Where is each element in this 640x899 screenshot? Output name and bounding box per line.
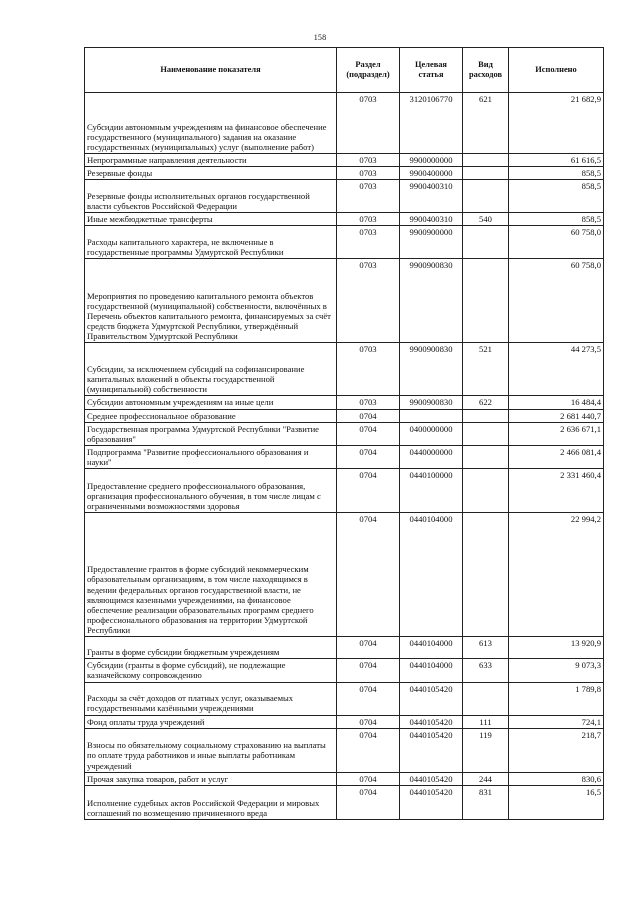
table-row	[85, 409, 604, 422]
row-name: Подпрограмма "Развитие профессионального образования и науки"	[85, 445, 337, 468]
row-name: Мероприятия по проведению капитального ремонта объектов государственной (муниципальной) собственности, включённых в Перечень объектов капитального ремонта, финансируемых за счёт средств бюджета Удмуртской Республики, утверждённый Правительством Удмуртской Республики	[85, 259, 337, 343]
budget-table	[84, 47, 604, 820]
table-row	[85, 226, 604, 259]
row-name: Субсидии автономным учреждениям на иные цели	[85, 396, 337, 409]
header-expense: Вид расходов	[463, 48, 509, 93]
row-section: 0703	[337, 154, 400, 167]
row-section: 0704	[337, 682, 400, 715]
row-expense: 119	[463, 728, 509, 772]
row-executed: 61 616,5	[509, 154, 604, 167]
row-target: 9900400000	[400, 167, 463, 180]
row-expense: 831	[463, 785, 509, 819]
table-row	[85, 715, 604, 728]
row-expense: 613	[463, 637, 509, 659]
row-name: Предоставление грантов в форме субсидий некоммерческим образовательным организациям, в том числе находящимся в ведении федеральных органов государственной власти, не являющимся казенными учреждениями, на финансовое обеспечение реализации образовательных программ среднего профессионального образования на территории Удмуртской Республики	[85, 513, 337, 637]
row-section: 0704	[337, 513, 400, 637]
row-name: Расходы капитального характера, не включенные в государственные программы Удмуртской Республики	[85, 226, 337, 259]
row-section: 0703	[337, 259, 400, 343]
row-executed: 218,7	[509, 728, 604, 772]
row-executed: 2 636 671,1	[509, 422, 604, 445]
table-row	[85, 637, 604, 659]
row-target: 9900900000	[400, 226, 463, 259]
row-executed: 858,5	[509, 180, 604, 213]
row-name: Субсидии (гранты в форме субсидий), не подлежащие казначейскому сопровождению	[85, 659, 337, 682]
row-section: 0704	[337, 772, 400, 785]
row-section: 0704	[337, 469, 400, 513]
row-target: 0440105420	[400, 715, 463, 728]
row-expense: 521	[463, 343, 509, 396]
row-executed: 724,1	[509, 715, 604, 728]
row-executed: 16 484,4	[509, 396, 604, 409]
table-row	[85, 728, 604, 772]
row-expense: 633	[463, 659, 509, 682]
row-expense: 244	[463, 772, 509, 785]
row-executed: 858,5	[509, 213, 604, 226]
row-target: 0440104000	[400, 659, 463, 682]
row-executed: 830,6	[509, 772, 604, 785]
row-name: Государственная программа Удмуртской Республики "Развитие образования"	[85, 422, 337, 445]
row-section: 0703	[337, 396, 400, 409]
row-expense	[463, 682, 509, 715]
row-executed: 2 466 081,4	[509, 445, 604, 468]
row-executed: 16,5	[509, 785, 604, 819]
table-row	[85, 259, 604, 343]
header-target: Целевая статья	[400, 48, 463, 93]
header-section: Раздел (подраздел)	[337, 48, 400, 93]
row-executed: 60 758,0	[509, 226, 604, 259]
row-name: Взносы по обязательному социальному страхованию на выплаты по оплате труда работников и иные выплаты работникам учреждений	[85, 728, 337, 772]
table-row	[85, 772, 604, 785]
row-target: 9900900830	[400, 259, 463, 343]
row-section: 0704	[337, 715, 400, 728]
table-header-row	[85, 48, 604, 93]
table-row	[85, 513, 604, 637]
table-row	[85, 659, 604, 682]
row-expense	[463, 180, 509, 213]
table-row	[85, 785, 604, 819]
row-section: 0703	[337, 167, 400, 180]
row-section: 0704	[337, 445, 400, 468]
row-executed: 44 273,5	[509, 343, 604, 396]
row-section: 0704	[337, 409, 400, 422]
row-name: Среднее профессиональное образование	[85, 409, 337, 422]
table-row	[85, 343, 604, 396]
row-target	[400, 409, 463, 422]
row-section: 0704	[337, 422, 400, 445]
table-row	[85, 422, 604, 445]
row-expense	[463, 167, 509, 180]
header-name: Наименование показателя	[85, 48, 337, 93]
row-target: 0440105420	[400, 728, 463, 772]
row-expense	[463, 226, 509, 259]
row-executed: 22 994,2	[509, 513, 604, 637]
row-name: Исполнение судебных актов Российской Федерации и мировых соглашений по возмещению причиненного вреда	[85, 785, 337, 819]
row-name: Расходы за счёт доходов от платных услуг, оказываемых государственными казёнными учреждениями	[85, 682, 337, 715]
row-expense	[463, 445, 509, 468]
row-target: 0440105420	[400, 785, 463, 819]
row-target: 3120106770	[400, 93, 463, 154]
row-target: 9900000000	[400, 154, 463, 167]
row-executed: 9 073,3	[509, 659, 604, 682]
row-name: Гранты в форме субсидии бюджетным учреждениям	[85, 637, 337, 659]
row-target: 0400000000	[400, 422, 463, 445]
row-expense	[463, 513, 509, 637]
row-section: 0704	[337, 785, 400, 819]
row-target: 0440104000	[400, 513, 463, 637]
row-expense: 540	[463, 213, 509, 226]
row-expense: 621	[463, 93, 509, 154]
row-name: Резервные фонды исполнительных органов государственной власти субъектов Российской Федерации	[85, 180, 337, 213]
row-executed: 60 758,0	[509, 259, 604, 343]
row-target: 0440100000	[400, 469, 463, 513]
row-executed: 858,5	[509, 167, 604, 180]
row-name: Субсидии автономным учреждениям на финансовое обеспечение государственного (муниципального) задания на оказание государственных (муниципальных) услуг (выполнение работ)	[85, 93, 337, 154]
table-row	[85, 396, 604, 409]
row-expense	[463, 422, 509, 445]
row-name: Предоставление среднего профессионального образования, организация профессионального обучения, в том числе лицам с ограниченными возможностями здоровья	[85, 469, 337, 513]
row-name: Прочая закупка товаров, работ и услуг	[85, 772, 337, 785]
row-name: Непрограммные направления деятельности	[85, 154, 337, 167]
row-target: 0440104000	[400, 637, 463, 659]
table-row	[85, 167, 604, 180]
row-expense	[463, 409, 509, 422]
table-row	[85, 445, 604, 468]
header-executed: Исполнено	[509, 48, 604, 93]
table-row	[85, 93, 604, 154]
row-section: 0703	[337, 213, 400, 226]
row-target: 9900900830	[400, 343, 463, 396]
row-target: 0440105420	[400, 772, 463, 785]
page-number: 158	[313, 33, 327, 42]
row-expense	[463, 154, 509, 167]
row-target: 9900900830	[400, 396, 463, 409]
table-row	[85, 682, 604, 715]
row-executed: 2 681 440,7	[509, 409, 604, 422]
row-section: 0703	[337, 226, 400, 259]
row-executed: 21 682,9	[509, 93, 604, 154]
table-row	[85, 469, 604, 513]
row-section: 0703	[337, 343, 400, 396]
row-expense: 622	[463, 396, 509, 409]
row-executed: 13 920,9	[509, 637, 604, 659]
row-executed: 2 331 460,4	[509, 469, 604, 513]
row-target: 9900400310	[400, 213, 463, 226]
row-name: Резервные фонды	[85, 167, 337, 180]
row-expense	[463, 469, 509, 513]
row-section: 0703	[337, 93, 400, 154]
row-executed: 1 789,8	[509, 682, 604, 715]
row-target: 0440000000	[400, 445, 463, 468]
row-name: Фонд оплаты труда учреждений	[85, 715, 337, 728]
row-expense	[463, 259, 509, 343]
row-name: Иные межбюджетные трансферты	[85, 213, 337, 226]
row-target: 9900400310	[400, 180, 463, 213]
row-section: 0704	[337, 659, 400, 682]
row-section: 0704	[337, 637, 400, 659]
row-expense: 111	[463, 715, 509, 728]
row-section: 0704	[337, 728, 400, 772]
row-target: 0440105420	[400, 682, 463, 715]
table-row	[85, 180, 604, 213]
row-name: Субсидии, за исключением субсидий на софинансирование капитальных вложений в объекты государственной (муниципальной) собственности	[85, 343, 337, 396]
table-row	[85, 154, 604, 167]
row-section: 0703	[337, 180, 400, 213]
table-row	[85, 213, 604, 226]
